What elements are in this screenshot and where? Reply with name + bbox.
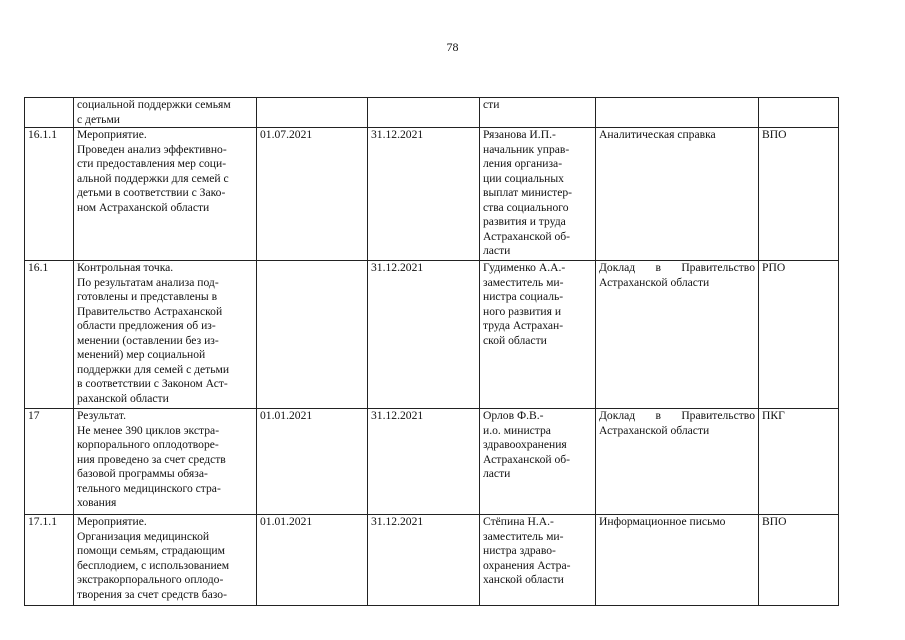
cell-text-line: Контрольная точка. — [77, 261, 174, 274]
cell-text-line: нистра здраво- — [483, 544, 556, 557]
cell-text-line: базовой программы обяза- — [77, 467, 208, 480]
cell-text-line: Мероприятие. — [77, 128, 147, 141]
result-document: Аналитическая справка — [596, 128, 759, 261]
result-document: Доклад в Правительство Астраханской области — [596, 261, 759, 409]
cell-text-line: хования — [77, 496, 117, 509]
cell-text-line: поддержки для семей с детьми — [77, 362, 230, 376]
cell-text-line: Астраханской об- — [483, 452, 571, 466]
cell-text-line: Не менее 390 циклов экстра- — [77, 423, 220, 437]
table-row — [25, 261, 839, 409]
cell-text-line: раханской области — [77, 391, 169, 405]
cell-text-line: нистра социаль- — [483, 290, 564, 303]
cell-text-line: Проведен анализ эффективно- — [77, 142, 227, 156]
row-number: 16.1.1 — [25, 128, 74, 261]
control-level: ВПО — [759, 515, 839, 606]
control-level — [759, 98, 839, 128]
cell-text-line: Астраханской об- — [483, 229, 571, 243]
responsible-person — [480, 128, 596, 261]
start-date: 01.07.2021 — [257, 128, 368, 261]
cell-text-line: ции социальных — [483, 171, 564, 185]
page-number: 78 — [446, 40, 459, 54]
row-number: 17 — [25, 409, 74, 515]
row-number: 16.1 — [25, 261, 74, 409]
cell-text-line: ного развития и — [483, 304, 562, 318]
row-number: 17.1.1 — [25, 515, 74, 606]
cell-text-line: Организация медицинской — [77, 529, 210, 543]
cell-text-line: ства социального — [483, 200, 569, 214]
end-date: 31.12.2021 — [368, 261, 480, 409]
cell-text-line: помощи семьям, страдающим — [77, 544, 225, 557]
cell-text-line: сти — [483, 98, 500, 111]
cell-text-line: менении (оставлении без из- — [77, 333, 219, 347]
start-date: 01.01.2021 — [257, 409, 368, 515]
cell-text-line: сти предоставления мер соци- — [77, 157, 227, 170]
responsible-person — [480, 98, 596, 128]
cell-text-line: ном Астраханской области — [77, 200, 210, 214]
cell-text-line: экстракорпорального оплодо- — [77, 573, 224, 586]
responsible-person — [480, 409, 596, 515]
plan-table — [24, 97, 839, 606]
row-description — [74, 261, 257, 409]
cell-text-line: здравоохранения — [483, 438, 567, 451]
cell-text-line: корпорального оплодотворе- — [77, 438, 219, 451]
result-document — [596, 98, 759, 128]
end-date: 31.12.2021 — [368, 128, 480, 261]
row-description — [74, 128, 257, 261]
cell-text-line: Результат. — [77, 409, 126, 422]
cell-text-line: с детьми — [77, 112, 120, 126]
cell-text-line: Орлов Ф.В.- — [483, 409, 544, 422]
cell-text-line: ления организа- — [483, 157, 563, 170]
table-row — [25, 128, 839, 261]
cell-text-line: выплат министер- — [483, 186, 573, 199]
cell-text-line: области предложения об из- — [77, 319, 216, 332]
responsible-person — [480, 515, 596, 606]
table-row — [25, 515, 839, 606]
result-document: Информационное письмо — [596, 515, 759, 606]
row-number — [25, 98, 74, 128]
result-document: Доклад в Правительство Астраханской области — [596, 409, 759, 515]
cell-text-line: начальник управ- — [483, 142, 570, 156]
cell-text-line: По результатам анализа под- — [77, 275, 219, 289]
cell-text-line: развития и труда — [483, 215, 566, 228]
cell-text-line: труда Астрахан- — [483, 319, 564, 332]
cell-text-line: менений) мер социальной — [77, 348, 206, 361]
table-body — [25, 98, 839, 606]
cell-text-line: тельного медицинского стра- — [77, 481, 221, 495]
cell-text-line: ласти — [483, 244, 511, 257]
cell-text-line: социальной поддержки семьям — [77, 98, 231, 111]
cell-text-line: ласти — [483, 467, 511, 480]
start-date: 01.01.2021 — [257, 515, 368, 606]
cell-text-line: заместитель ми- — [483, 275, 564, 289]
cell-text-line: в соответствии с Законом Аст- — [77, 377, 228, 390]
control-level: РПО — [759, 261, 839, 409]
table-row — [25, 98, 839, 128]
row-description — [74, 409, 257, 515]
cell-text-line: охранения Астра- — [483, 558, 571, 572]
cell-text-line: заместитель ми- — [483, 529, 564, 543]
responsible-person — [480, 261, 596, 409]
cell-text-line: ской области — [483, 333, 547, 347]
cell-text-line: готовлены и представлены в — [77, 290, 218, 303]
cell-text-line: Правительство Астраханской — [77, 304, 223, 318]
control-level: ВПО — [759, 128, 839, 261]
cell-text-line: детьми в соответствии с Зако- — [77, 186, 226, 199]
cell-text-line: альной поддержки для семей с — [77, 171, 229, 185]
row-description — [74, 515, 257, 606]
cell-text-line: ханской области — [483, 573, 564, 586]
cell-text-line: бесплодием, с использованием — [77, 558, 230, 572]
cell-text-line: Стёпина Н.А.- — [483, 515, 554, 528]
end-date: 31.12.2021 — [368, 515, 480, 606]
cell-text-line: Гудименко А.А.- — [483, 261, 566, 274]
cell-text-line: творения за счет средств базо- — [77, 587, 227, 601]
cell-text-line: Мероприятие. — [77, 515, 147, 528]
control-level: ПКГ — [759, 409, 839, 515]
table-row — [25, 409, 839, 515]
end-date: 31.12.2021 — [368, 409, 480, 515]
cell-text-line: Рязанова И.П.- — [483, 128, 556, 141]
start-date — [257, 261, 368, 409]
cell-text-line: и.о. министра — [483, 423, 551, 437]
end-date — [368, 98, 480, 128]
cell-text-line: ния проведено за счет средств — [77, 452, 226, 466]
start-date — [257, 98, 368, 128]
row-description — [74, 98, 257, 128]
